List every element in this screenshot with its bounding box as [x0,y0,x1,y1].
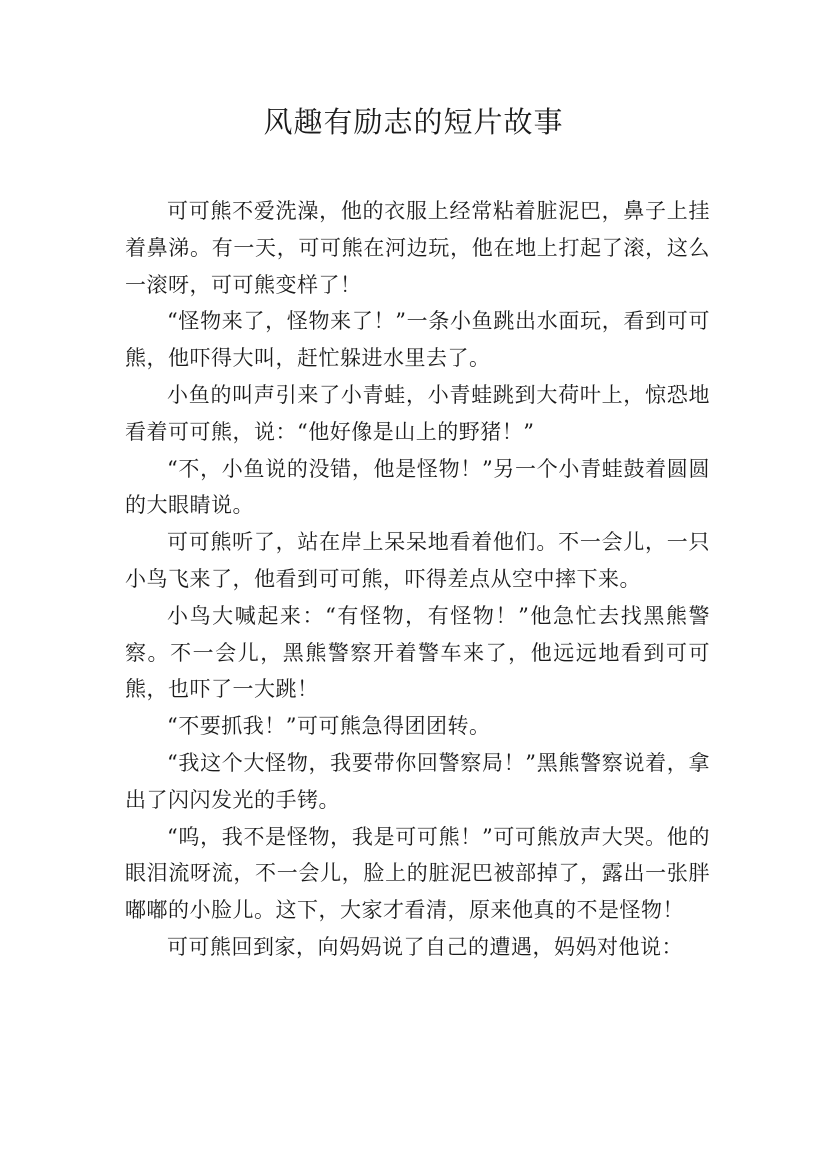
paragraph: 小鱼的叫声引来了小青蛙，小青蛙跳到大荷叶上，惊恐地看着可可熊，说：“他好像是山上的野猪！” [125,382,710,444]
paragraph: 可可熊回到家，向妈妈说了自己的遭遇，妈妈对他说： [167,934,683,959]
document-body [125,193,710,966]
paragraph: “不，小鱼说的没错，他是怪物！”另一个小青蛙鼓着圆圆的大眼睛说。 [125,456,710,518]
paragraph: “我这个大怪物，我要带你回警察局！”黑熊警察说着，拿出了闪闪发光的手铐。 [125,750,710,812]
paragraph: “不要抓我！”可可熊急得团团转。 [167,714,491,739]
paragraph: “呜，我不是怪物，我是可可熊！”可可熊放声大哭。他的眼泪流呀流，不一会儿，脸上的脏泥巴被部掉了，露出一张胖嘟嘟的小脸儿。这下，大家才看清，原来他真的不是怪物！ [125,824,710,923]
paragraph: 可可熊不爱洗澡，他的衣服上经常粘着脏泥巴，鼻子上挂着鼻涕。有一天，可可熊在河边玩，他在地上打起了滚，这么一滚呀，可可熊变样了！ [125,199,710,297]
paragraph: 小鸟大喊起来：“有怪物，有怪物！”他急忙去找黑熊警察。不一会儿，黑熊警察开着警车来了，他远远地看到可可熊，也吓了一大跳！ [125,603,710,702]
paragraph: “怪物来了，怪物来了！”一条小鱼跳出水面玩，看到可可熊，他吓得大叫，赶忙躲进水里去了。 [125,309,710,371]
paragraph: 可可熊听了，站在岸上呆呆地看着他们。不一会儿，一只小鸟飞来了，他看到可可熊，吓得差点从空中摔下来。 [125,530,710,591]
document-title: 风趣有励志的短片故事 [263,105,564,139]
